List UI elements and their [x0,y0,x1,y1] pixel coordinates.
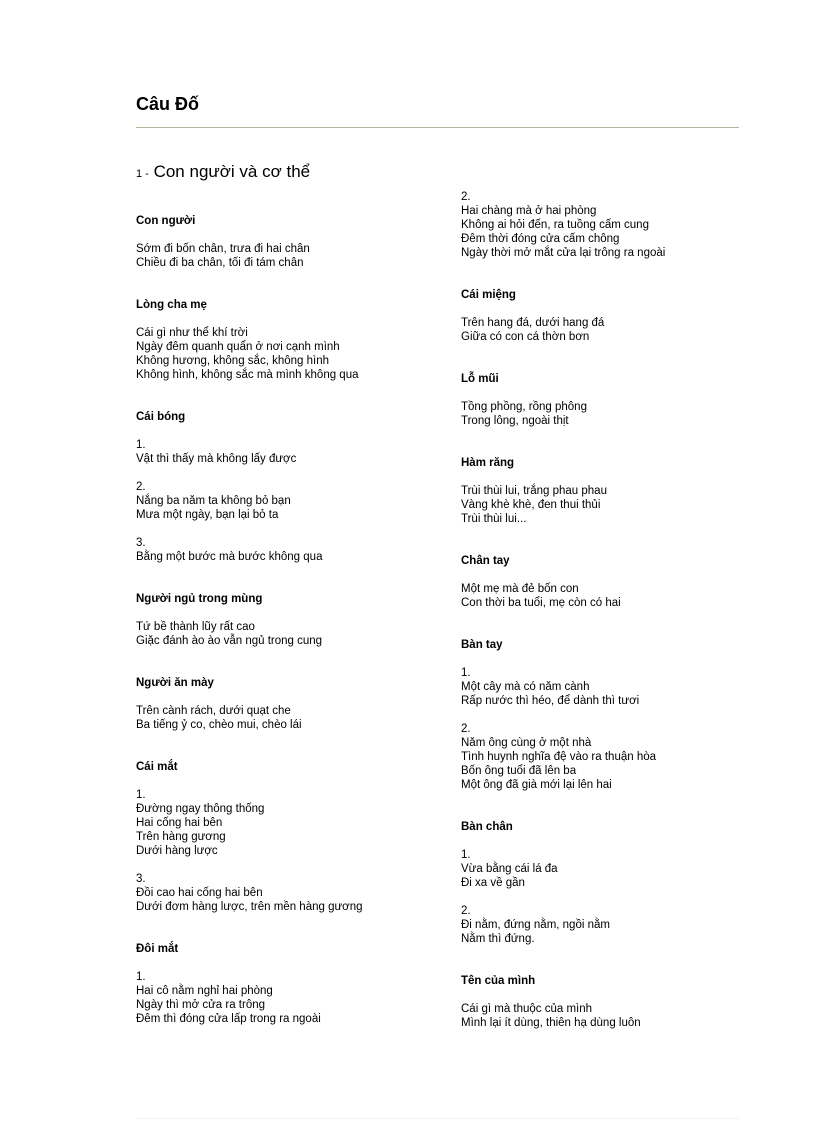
riddle-line: Trong lông, ngoài thịt [461,415,569,427]
riddle-line: Một ông đã già mới lại lên hai [461,779,612,791]
riddle-line: Trên hàng gương [136,831,226,843]
riddle-line: 2. [461,905,471,917]
riddle-block [461,190,761,260]
riddle-line: Nắng ba năm ta không bỏ bạn [136,495,291,507]
riddle-line: Đường ngay thông thống [136,803,265,815]
title-divider [136,127,739,128]
riddle-line: Bốn ông tuổi đã lên ba [461,765,577,777]
riddle-line: Cái gì mà thuộc của mình [461,1003,593,1015]
riddle-line: 2. [461,723,471,735]
riddle-title: Cái bóng [136,411,186,423]
riddle-block [136,760,446,914]
riddle-title: Lòng cha mẹ [136,299,207,311]
riddle-verse [136,242,446,270]
riddle-line: Đêm thì đóng cửa lấp trong ra ngoài [136,1013,321,1025]
riddle-block [461,974,761,1030]
riddle-line: Đi nằm, đứng nằm, ngồi nằm [461,919,610,931]
riddle-line: Một mẹ mà đẻ bốn con [461,583,579,595]
riddle-verse [136,704,446,732]
riddle-title: Hàm răng [461,457,515,469]
riddle-line: Trùi thùi lui... [461,513,527,525]
riddle-line: Vàng khè khè, đen thui thủi [461,499,601,511]
riddle-line: Nằm thì đứng. [461,933,535,945]
riddle-verse [461,582,761,610]
riddle-block [136,298,446,382]
riddle-title: Bàn tay [461,639,503,651]
riddle-line: Dưới đơm hàng lược, trên mền hàng gương [136,901,363,913]
riddle-line: Rấp nước thì héo, để dành thì tươi [461,695,640,707]
riddle-line: Vật thì thấy mà không lấy được [136,453,297,465]
riddle-line: Con thời ba tuổi, mẹ còn có hai [461,597,621,609]
riddle-line: Ngày đêm quanh quẩn ở nơi cạnh mình [136,341,340,353]
riddle-title: Tên của mình [461,975,536,987]
riddle-title: Đôi mắt [136,943,179,955]
riddle-verse [461,848,761,890]
riddle-block [461,638,761,792]
riddle-verse [136,620,446,648]
riddle-line: Cái gì như thể khí trời [136,327,248,339]
section-title: Con người và cơ thể [153,162,311,181]
riddle-line: Tứ bề thành lũy rất cao [136,621,255,633]
riddle-line: Không hình, không sắc mà mình không qua [136,369,359,381]
riddle-verse [461,666,761,708]
riddle-title: Cái miệng [461,289,516,301]
riddle-line: Bằng một bước mà bước không qua [136,551,323,563]
riddle-verse [136,326,446,382]
riddle-block [461,554,761,610]
riddle-block [461,820,761,946]
riddle-line: Ngày thời mở mắt cửa lại trông ra ngoài [461,247,666,259]
riddle-line: Không ai hỏi đến, ra tuồng cấm cung [461,219,649,231]
riddle-block [136,592,446,648]
section-number: 1 - [136,168,149,180]
riddle-title: Người ăn mày [136,677,214,689]
riddle-line: 1. [136,971,146,983]
riddle-verse [461,904,761,946]
riddle-verse [461,400,761,428]
riddle-title: Con người [136,215,196,227]
riddle-block [136,676,446,732]
riddle-line: Hai chàng mà ở hai phòng [461,205,597,217]
riddle-line: Trên hang đá, dưới hang đá [461,317,605,329]
riddle-line: 2. [461,191,471,203]
riddle-line: 1. [461,667,471,679]
riddle-block [136,942,446,1026]
riddle-block [461,456,761,526]
riddle-line: Đêm thời đóng cửa cấm chông [461,233,620,245]
riddle-title: Lỗ mũi [461,373,499,385]
riddle-line: Vừa bằng cái lá đa [461,863,558,875]
riddle-line: 3. [136,873,146,885]
riddle-line: Mưa một ngày, bạn lại bỏ ta [136,509,279,521]
riddle-line: Chiều đi ba chân, tối đi tám chân [136,257,304,269]
riddle-line: Tình huynh nghĩa đệ vào ra thuận hòa [461,751,657,763]
riddle-block [136,410,446,564]
riddle-verse [461,722,761,792]
left-column [136,214,446,1054]
riddle-line: 1. [136,789,146,801]
riddle-line: Dưới hàng lược [136,845,218,857]
riddle-line: Giữa có con cá thờn bơn [461,331,590,343]
riddle-block [461,372,761,428]
section-heading [136,162,310,182]
riddle-verse [136,872,446,914]
riddle-line: Một cây mà có năm cành [461,681,590,693]
riddle-verse [461,190,761,260]
riddle-line: Mình lại ít dùng, thiên hạ dùng luôn [461,1017,641,1029]
riddle-block [461,288,761,344]
riddle-line: Hai cống hai bên [136,817,223,829]
riddle-block [136,214,446,270]
riddle-line: 3. [136,537,146,549]
riddle-verse [136,788,446,858]
riddle-line: Ba tiếng ỷ co, chèo mui, chèo lái [136,719,302,731]
riddle-verse [136,438,446,466]
riddle-line: 2. [136,481,146,493]
riddle-title: Bàn chân [461,821,513,833]
riddle-verse [136,480,446,522]
riddle-title: Chân tay [461,555,510,567]
riddle-line: Không hương, không sắc, không hình [136,355,329,367]
riddle-title: Cái mắt [136,761,178,773]
riddle-line: 1. [461,849,471,861]
riddle-line: 1. [136,439,146,451]
riddle-verse [461,484,761,526]
riddle-verse [136,970,446,1026]
riddle-line: Năm ông cùng ở một nhà [461,737,592,749]
riddle-line: Tồng phồng, rồng phông [461,401,587,413]
riddle-line: Đồi cao hai cống hai bên [136,887,263,899]
riddle-line: Trùi thùi lui, trắng phau phau [461,485,607,497]
page-title: Câu Đố [136,94,199,114]
riddle-line: Ngày thì mở cửa ra trông [136,999,266,1011]
riddle-line: Giặc đánh ào ào vẫn ngủ trong cung [136,635,323,647]
riddle-verse [461,316,761,344]
riddle-line: Đi xa về gần [461,877,525,889]
riddle-verse [461,1002,761,1030]
page-bottom-divider [136,1118,739,1119]
riddle-line: Sớm đi bốn chân, trưa đi hai chân [136,243,310,255]
riddle-verse [136,536,446,564]
right-column [461,190,761,1058]
riddle-title: Người ngủ trong mùng [136,593,263,605]
riddle-line: Trên cành rách, dưới quạt che [136,705,291,717]
riddle-line: Hai cô nằm nghỉ hai phòng [136,985,273,997]
